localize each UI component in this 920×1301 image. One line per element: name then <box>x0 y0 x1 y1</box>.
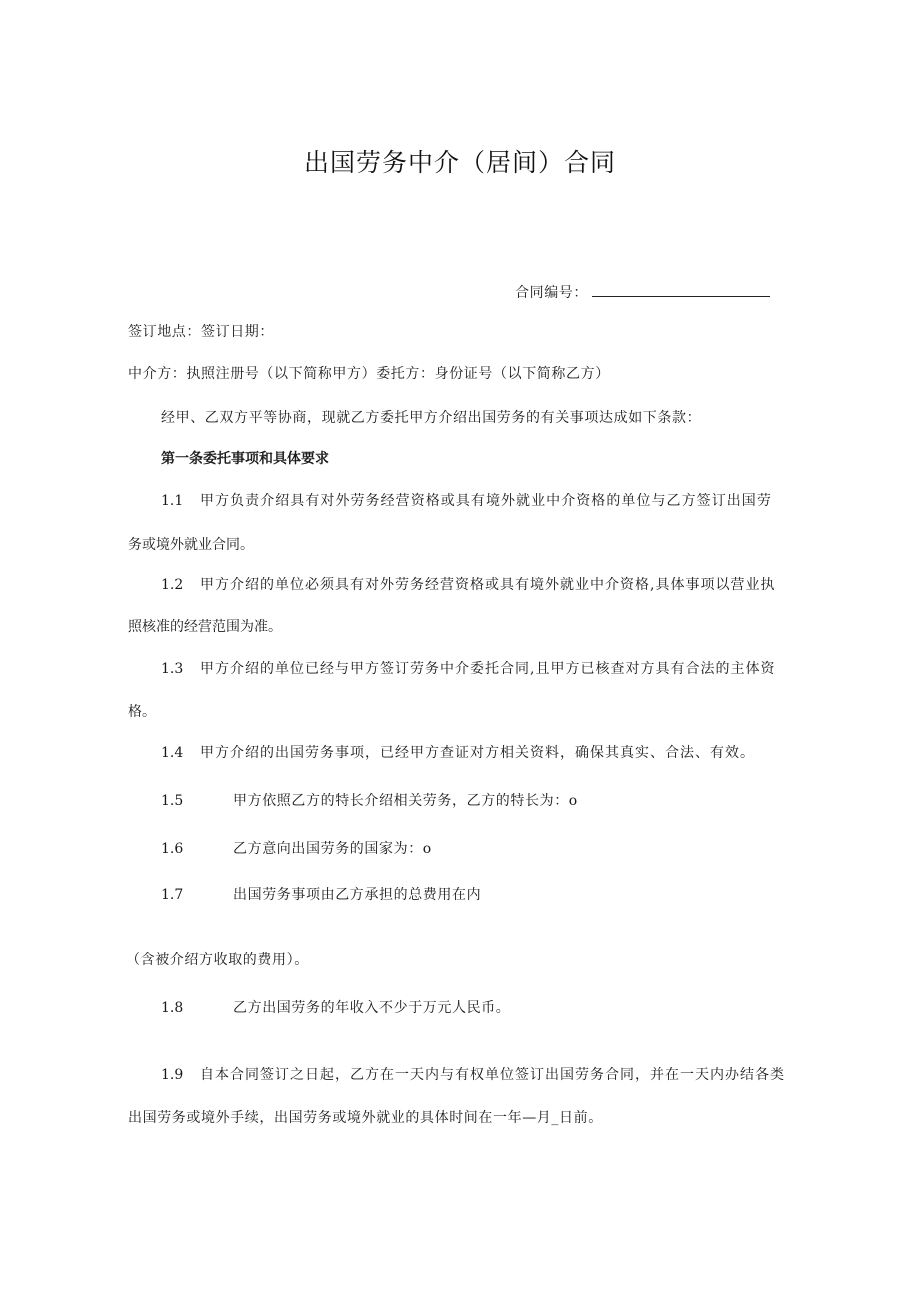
clause-1-7-text: 出国劳务事项由乙方承担的总费用在内 <box>233 887 482 903</box>
clause-1-9-text-cont: 出国劳务或境外手续，出国劳务或境外就业的具体时间在一年—月_日前。 <box>128 1110 603 1126</box>
clause-1-2-number: 1.2 <box>161 577 184 593</box>
clause-1-1-text-cont: 务或境外就业合同。 <box>128 537 254 553</box>
preamble: 经甲、乙双方平等协商，现就乙方委托甲方介绍出国劳务的有关事项达成如下条款： <box>161 410 702 426</box>
clause-1-8-text: 乙方出国劳务的年收入不少于万元人民币。 <box>233 1000 511 1016</box>
contract-number-blank <box>592 281 770 297</box>
clause-1-8-number: 1.8 <box>161 1000 184 1016</box>
clause-1-7-text-cont: （含被介绍方收取的费用）。 <box>126 952 309 968</box>
clause-1-3-text-cont: 格。 <box>128 704 156 720</box>
page-title: 出国劳务中介（居间）合同 <box>303 148 616 177</box>
clause-1-1-number: 1.1 <box>161 493 184 509</box>
clause-1-9-number: 1.9 <box>161 1067 184 1083</box>
clause-1-5-number: 1.5 <box>161 793 184 809</box>
clause-1-7-number: 1.7 <box>161 887 184 903</box>
contract-number-row <box>515 281 770 303</box>
contract-number-label: 合同编号： <box>515 285 588 301</box>
clause-1-4-number: 1.4 <box>161 745 184 761</box>
clause-1-5-text: 甲方依照乙方的特长介绍相关劳务，乙方的特长为：o <box>233 793 578 809</box>
parties-line: 中介方：执照注册号（以下简称甲方）委托方：身份证号（以下简称乙方） <box>128 366 610 382</box>
clause-1-4-text: 甲方介绍的出国劳务事项，已经甲方查证对方相关资料，确保其真实、合法、有效。 <box>200 745 755 761</box>
clause-1-6-text: 乙方意向出国劳务的国家为：o <box>233 841 432 857</box>
sign-place-date: 签订地点：签订日期： <box>128 324 274 340</box>
clause-1-2-text-cont: 照核准的经营范围为准。 <box>128 619 282 635</box>
clause-1-6-number: 1.6 <box>161 841 184 857</box>
clause-1-3-number: 1.3 <box>161 661 184 677</box>
clause-1-9-text: 自本合同签订之日起，乙方在一天内与有权单位签订出国劳务合同，并在一天内办结各类 <box>200 1067 785 1083</box>
clause-1-2-text: 甲方介绍的单位必须具有对外劳务经营资格或具有境外就业中介资格,具体事项以营业执 <box>200 577 776 593</box>
clause-1-1-text: 甲方负责介绍具有对外劳务经营资格或具有境外就业中介资格的单位与乙方签订出国劳 <box>200 493 772 509</box>
clause-1-3-text: 甲方介绍的单位已经与甲方签订劳务中介委托合同,且甲方已核查对方具有合法的主体资 <box>200 661 776 677</box>
section-1-heading: 第一条委托事项和具体要求 <box>161 451 329 467</box>
